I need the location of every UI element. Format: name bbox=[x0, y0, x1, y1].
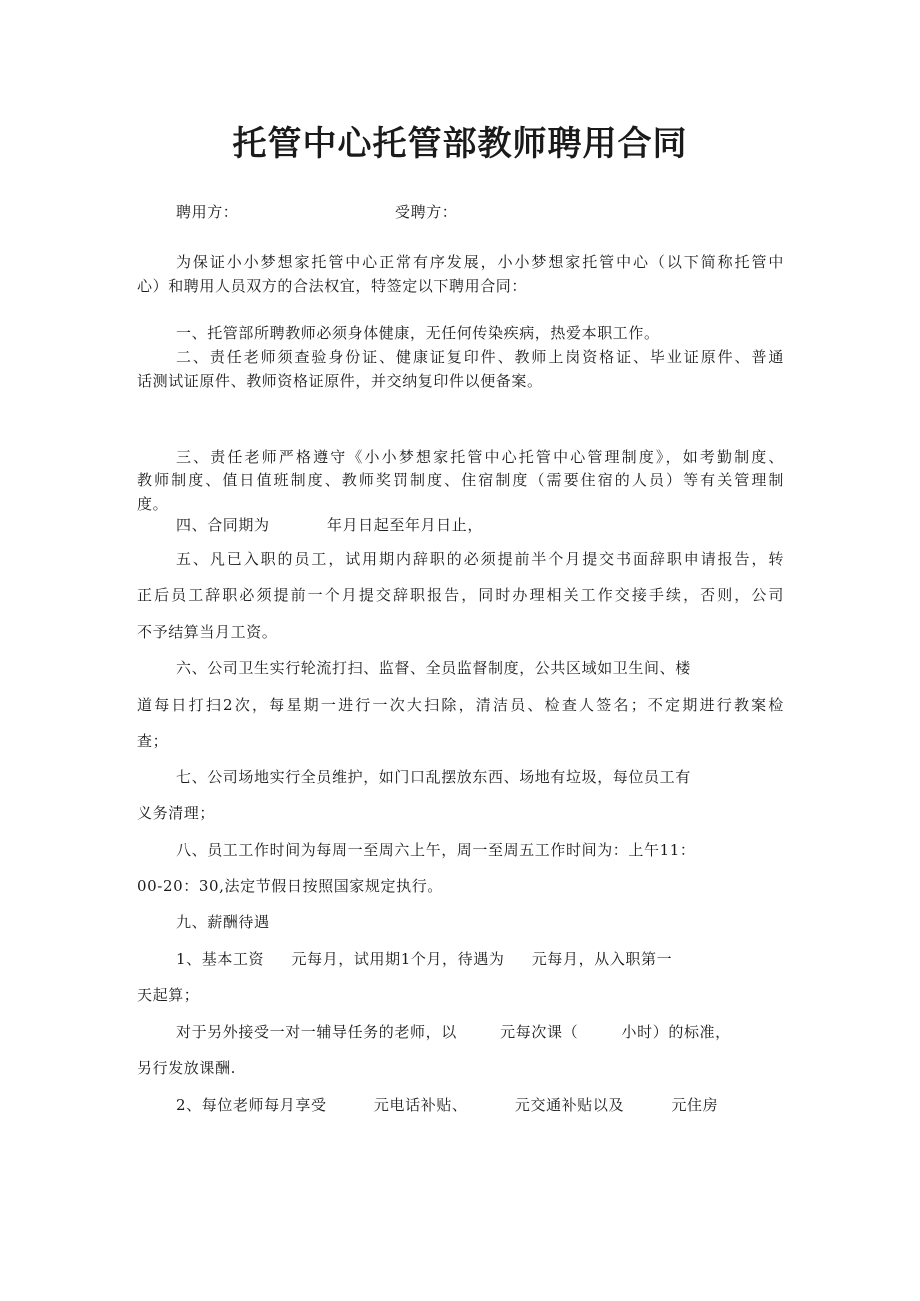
allowance-line: 2、每位老师每月享受 元电话补贴、 元交通补贴以及 元住房 bbox=[176, 1096, 719, 1114]
paragraph-line: 查； bbox=[137, 732, 169, 750]
employee-label: 受聘方： bbox=[395, 203, 458, 221]
employer-label: 聘用方： bbox=[176, 203, 239, 221]
clause-3: 三、责任老师严格遵守《小小梦想家托管中心托管中心管理制度》，如考勤制度、 bbox=[176, 448, 784, 466]
paragraph-line: 教师制度、值日值班制度、教师奖罚制度、住宿制度（需要住宿的人员）等有关管理制 bbox=[137, 471, 784, 489]
clause-2: 二、责任老师须查验身份证、健康证复印件、教师上岗资格证、毕业证原件、普通 bbox=[176, 348, 784, 366]
paragraph-line: 另行发放课酬. bbox=[137, 1059, 236, 1077]
clause-9-heading: 九、薪酬待遇 bbox=[176, 913, 270, 931]
clause-5: 五、凡已入职的员工，试用期内辞职的必须提前半个月提交书面辞职申请报告，转 bbox=[176, 550, 784, 568]
clause-1: 一、托管部所聘教师必须身体健康，无任何传染疾病，热爱本职工作。 bbox=[176, 324, 660, 342]
paragraph-line: 不予结算当月工资。 bbox=[137, 623, 278, 641]
paragraph-line: 义务清理； bbox=[137, 804, 216, 822]
salary-line: 1、基本工资 元每月，试用期1个月，待遇为 元每月，从入职第一 bbox=[176, 950, 673, 968]
paragraph-line: 正后员工辞职必须提前一个月提交辞职报告，同时办理相关工作交接手续，否则，公司 bbox=[137, 586, 784, 604]
document-title: 托管中心托管部教师聘用合同 bbox=[232, 124, 688, 164]
paragraph-line: 为保证小小梦想家托管中心正常有序发展，小小梦想家托管中心（以下简称托管中 bbox=[176, 253, 784, 271]
paragraph-line: 天起算； bbox=[137, 986, 200, 1004]
paragraph-line: 话测试证原件、教师资格证原件，并交纳复印件以便备案。 bbox=[137, 372, 543, 390]
tutoring-line: 对于另外接受一对一辅导任务的老师，以 元每次课（ 小时）的标准， bbox=[176, 1023, 731, 1041]
paragraph-line: 度。 bbox=[137, 495, 169, 513]
paragraph-line: 00-20：30,法定节假日按照国家规定执行。 bbox=[137, 877, 443, 895]
clause-8: 八、员工工作时间为每周一至周六上午，周一至周五工作时间为：上午11： bbox=[176, 841, 696, 859]
paragraph-line: 道每日打扫2次，每星期一进行一次大扫除，清洁员、检查人签名；不定期进行教案检 bbox=[137, 696, 784, 714]
paragraph-line: 心）和聘用人员双方的合法权宜，特签定以下聘用合同： bbox=[137, 277, 528, 295]
clause-4: 四、合同期为 年月日起至年月日止， bbox=[176, 516, 483, 534]
clause-7: 七、公司场地实行全员维护，如门口乱摆放东西、场地有垃圾，每位员工有 bbox=[176, 768, 691, 786]
clause-6: 六、公司卫生实行轮流打扫、监督、全员监督制度，公共区域如卫生间、楼 bbox=[176, 659, 691, 677]
